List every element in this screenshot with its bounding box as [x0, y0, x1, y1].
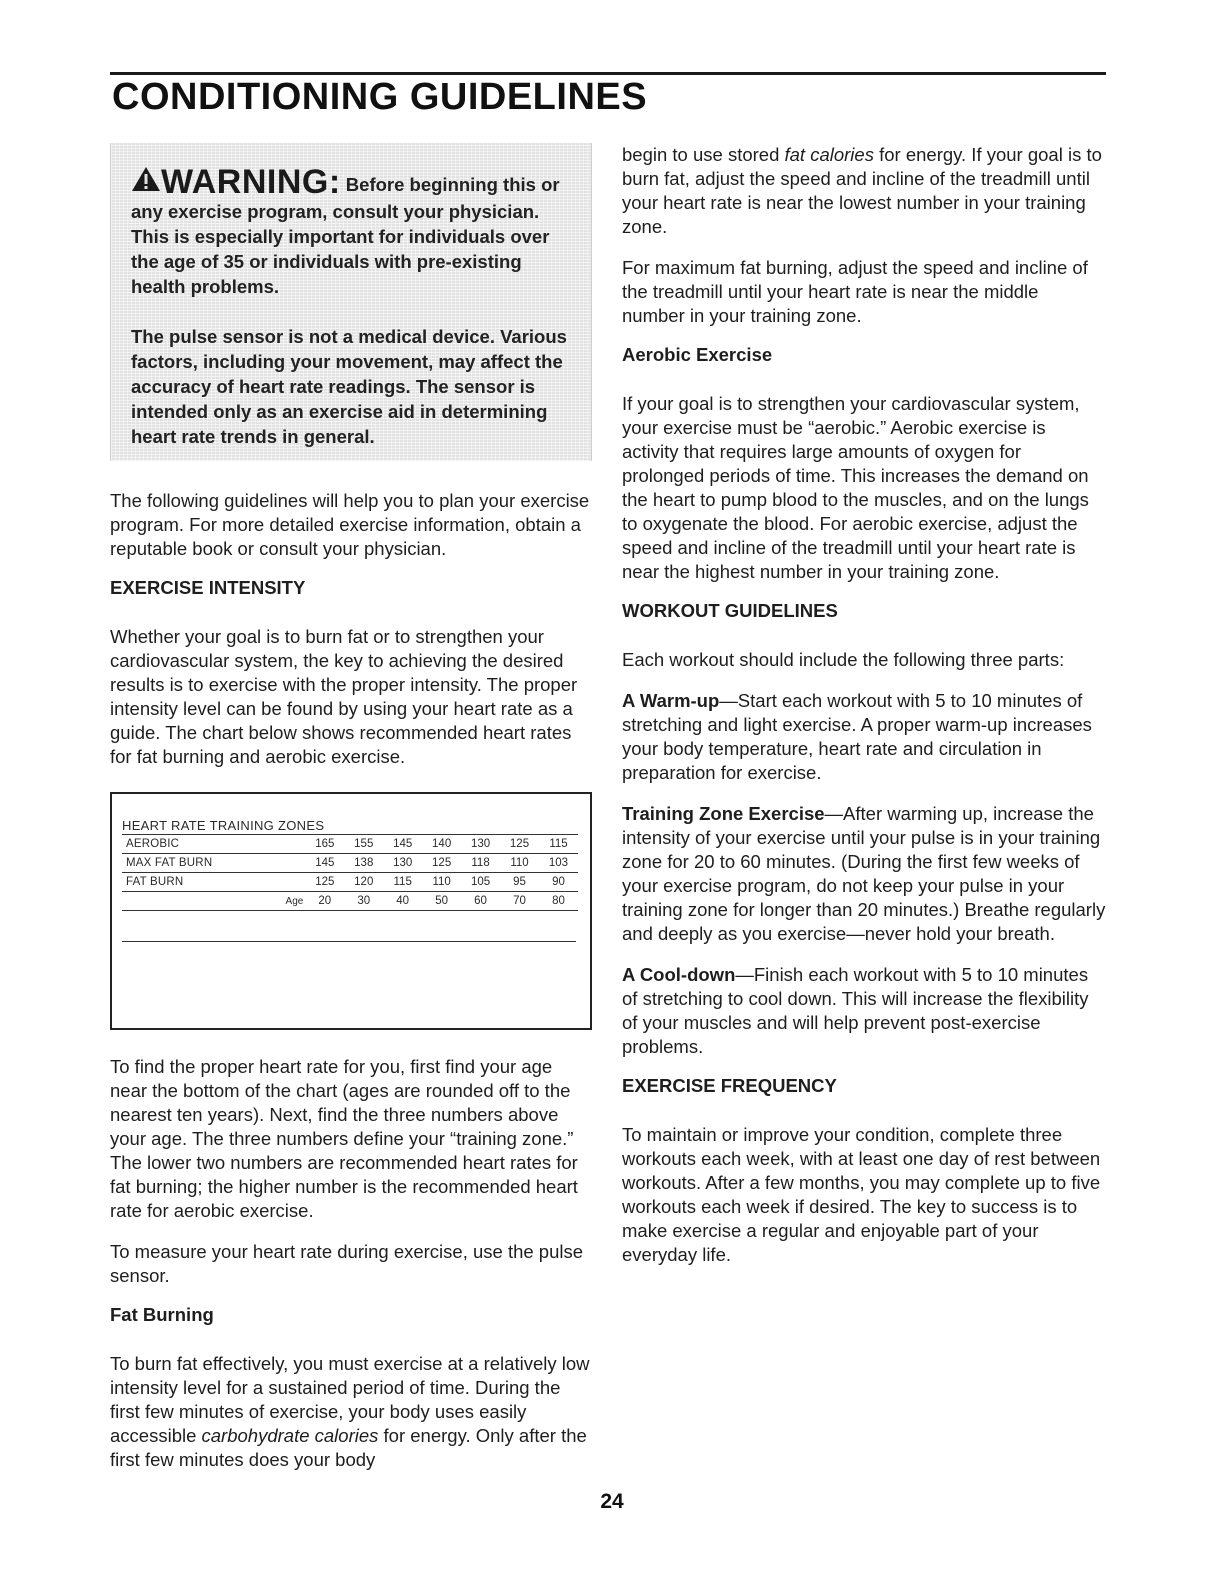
table-row [122, 873, 578, 892]
age-cell: 40 [383, 892, 422, 911]
heart-rate-table [122, 834, 578, 911]
workout-intro-paragraph: Each workout should include the following three parts: [622, 649, 1065, 670]
heart-rate-cell: 130 [461, 835, 500, 854]
zone-name-cell: FAT BURN [122, 873, 305, 892]
cont-text-emphasis: fat calories [784, 144, 874, 165]
heart-rate-cell: 140 [422, 835, 461, 854]
heart-rate-cell: 118 [461, 854, 500, 873]
fat-text-emphasis: carbohydrate calories [201, 1425, 379, 1446]
aerobic-heading: Aerobic Exercise [622, 344, 773, 365]
heart-rate-cell: 90 [539, 873, 578, 892]
table-row [122, 835, 578, 854]
warning-intro-text: Before beginning this or any exercise program, consult your physician. This is especially important for individuals over the age of 35 or individuals with pre-existing health problems. [131, 174, 560, 297]
cooldown-text: —Finish each workout with 5 to 10 minutes of stretching to cool down. This will increase the flexibility of your muscles and will help prevent post-exercise problems. [622, 964, 1089, 1057]
heart-rate-chart [110, 792, 592, 1030]
cooldown-paragraph [622, 963, 1106, 1059]
warning-label: WARNING: [161, 163, 341, 201]
title-rule [110, 72, 1106, 75]
training-zone-text: —After warming up, increase the intensity of your exercise until your pulse is in your training zone for 20 to 60 minutes. (During the first few weeks of your exercise program, do not keep your pulse in your training zone for longer than 20 minutes.) Breathe regularly and deeply as you exercise—never hold your breath. [622, 803, 1106, 944]
age-cell: 80 [539, 892, 578, 911]
warmup-paragraph [622, 689, 1106, 785]
training-zone-lead: Training Zone Exercise [622, 803, 825, 824]
heart-rate-cell: 110 [500, 854, 539, 873]
heart-rate-cell: 155 [344, 835, 383, 854]
age-cell: 20 [305, 892, 344, 911]
chart-title: HEART RATE TRAINING ZONES [122, 818, 325, 833]
fat-continuation-paragraph [622, 143, 1106, 239]
table-row [122, 854, 578, 873]
heart-rate-cell: 115 [539, 835, 578, 854]
page-title: CONDITIONING GUIDELINES [112, 76, 648, 118]
exercise-intensity-heading: EXERCISE INTENSITY [110, 577, 306, 598]
fat-text-a: To burn fat effectively, you must exercise at a relatively low intensity level for a sustained period of time. During the first few minutes of exercise, your body uses easily accessible [110, 1353, 590, 1446]
page-number: 24 [600, 1490, 624, 1513]
exercise-frequency-heading: EXERCISE FREQUENCY [622, 1075, 837, 1096]
heart-rate-cell: 125 [305, 873, 344, 892]
warmup-lead: A Warm-up [622, 690, 720, 711]
heart-rate-cell: 145 [305, 854, 344, 873]
warning-triangle-icon [131, 165, 161, 199]
zone-name-cell: AEROBIC [122, 835, 305, 854]
cont-text-a: begin to use stored [622, 144, 785, 165]
fat-burning-heading: Fat Burning [110, 1304, 214, 1325]
right-column [622, 143, 1106, 1267]
heart-rate-cell: 105 [461, 873, 500, 892]
left-column [110, 143, 592, 1472]
chart-divider [122, 941, 576, 942]
heart-rate-cell: 103 [539, 854, 578, 873]
frequency-paragraph: To maintain or improve your condition, complete three workouts each week, with at least one day of rest between workouts. After a few months, you may complete up to five workouts each week if desired. The key to success is to make exercise a regular and enjoyable part of your everyday life. [622, 1124, 1101, 1265]
cont-text-b: for energy. If your goal is to burn fat, adjust the speed and incline of the treadmill until your heart rate is near the lowest number in your training zone. [622, 144, 1102, 237]
aerobic-paragraph: If your goal is to strengthen your cardiovascular system, your exercise must be “aerobic.” Aerobic exercise is activity that requires large amounts of oxygen for prolonged periods of time. This increases the demand on the heart to pump blood to the muscles, and on the lungs to oxygenate the blood. For aerobic exercise, adjust the speed and incline of the treadmill until your heart rate is near the highest number in your training zone. [622, 393, 1089, 582]
heart-rate-cell: 125 [422, 854, 461, 873]
heart-rate-cell: 145 [383, 835, 422, 854]
age-label: Age [122, 892, 305, 911]
intro-paragraph: The following guidelines will help you to plan your exercise program. For more detailed exercise information, obtain a reputable book or consult your physician. [110, 490, 590, 559]
heart-rate-cell: 125 [500, 835, 539, 854]
heart-rate-cell: 120 [344, 873, 383, 892]
age-cell: 60 [461, 892, 500, 911]
warning-note: The pulse sensor is not a medical device. Various factors, including your movement, may affect the accuracy of heart rate readings. The sensor is intended only as an exercise aid in determining heart rate trends in general. [131, 326, 567, 447]
measure-paragraph: To measure your heart rate during exercise, use the pulse sensor. [110, 1241, 584, 1286]
heart-rate-cell: 165 [305, 835, 344, 854]
heart-rate-cell: 110 [422, 873, 461, 892]
age-cell: 50 [422, 892, 461, 911]
find-rate-paragraph: To find the proper heart rate for you, first find your age near the bottom of the chart (ages are rounded off to the nearest ten years). Next, find the three numbers above your age. The three numbers define your “training zone.” The lower two numbers are recommended heart rates for fat burning; the higher number is the recommended heart rate for aerobic exercise. [110, 1056, 578, 1221]
heart-rate-cell: 95 [500, 873, 539, 892]
warning-intro [131, 165, 575, 299]
age-row [122, 892, 578, 911]
fat-text-b: for energy. Only after the first few minutes does your body [110, 1425, 587, 1470]
training-zone-paragraph [622, 802, 1106, 946]
warning-box [110, 143, 592, 461]
heart-rate-cell: 130 [383, 854, 422, 873]
workout-guidelines-heading: WORKOUT GUIDELINES [622, 600, 838, 621]
age-cell: 70 [500, 892, 539, 911]
intensity-paragraph: Whether your goal is to burn fat or to strengthen your cardiovascular system, the key to achieving the desired results is to exercise with the proper intensity. The proper intensity level can be found by using your heart rate as a guide. The chart below shows recommended heart rates for fat burning and aerobic exercise. [110, 626, 578, 767]
fat-burning-paragraph [110, 1352, 592, 1472]
heart-rate-cell: 115 [383, 873, 422, 892]
cooldown-lead: A Cool-down [622, 964, 736, 985]
zone-name-cell: MAX FAT BURN [122, 854, 305, 873]
warmup-text: —Start each workout with 5 to 10 minutes of stretching and light exercise. A proper warm-up increases your body temperature, heart rate and circulation in preparation for exercise. [622, 690, 1092, 783]
age-cell: 30 [344, 892, 383, 911]
heart-rate-cell: 138 [344, 854, 383, 873]
max-fat-paragraph: For maximum fat burning, adjust the speed and incline of the treadmill until your heart rate is near the middle number in your training zone. [622, 257, 1088, 326]
